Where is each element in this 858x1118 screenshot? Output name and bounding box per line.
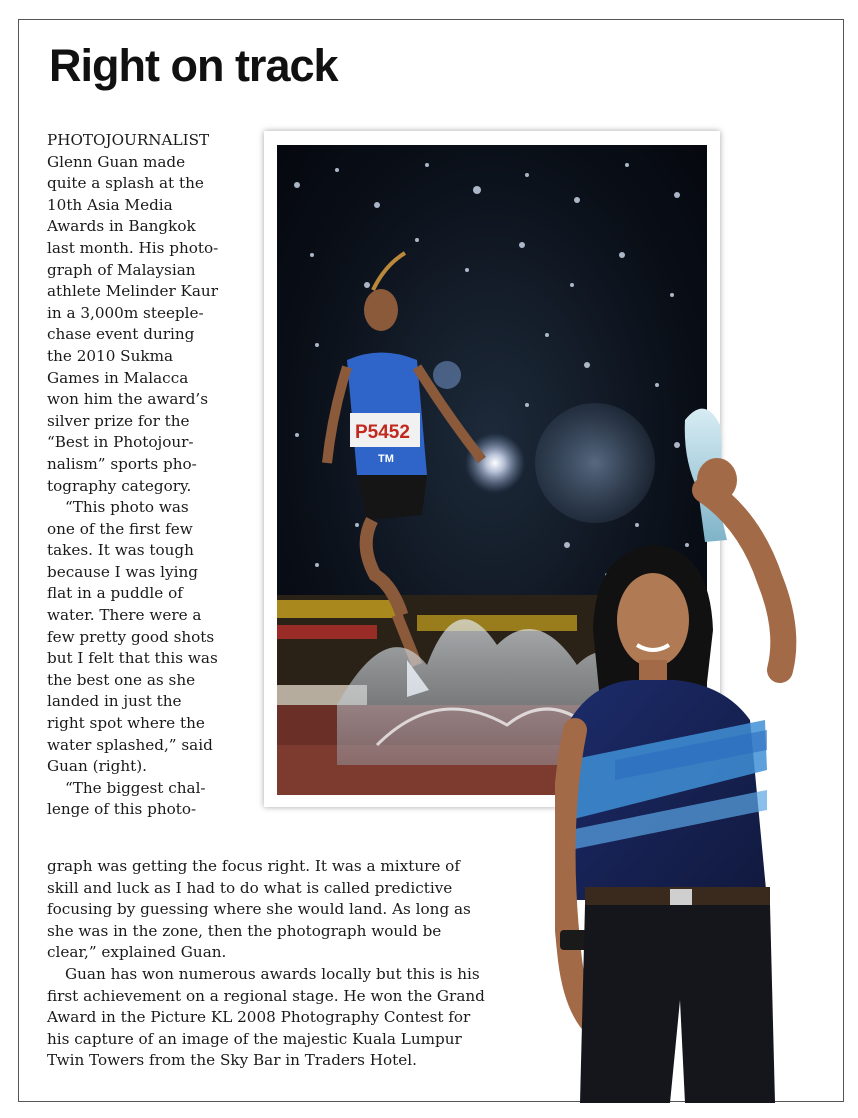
column-line: nalism” sports pho- — [47, 454, 197, 473]
column-line: Games in Malacca — [47, 368, 189, 387]
column-line: Awards in Bangkok — [47, 217, 196, 236]
wide-line: his capture of an image of the majestic Kuala Lumpur — [47, 1029, 462, 1048]
column-line: quite a splash at the — [47, 174, 204, 193]
column-line: chase event during — [47, 325, 195, 344]
column-line: right spot where the — [47, 714, 205, 733]
column-line: flat in a puddle of — [47, 584, 183, 603]
column-line: “This photo was — [65, 498, 189, 517]
column-line: PHOTOJOURNALIST — [47, 131, 210, 149]
column-line: lenge of this photo- — [47, 800, 197, 819]
wide-line: she was in the zone, then the photograph would be — [47, 921, 442, 940]
wide-line: focusing by guessing where she would land. As long as — [47, 900, 471, 919]
wide-line: first achievement on a regional stage. He won the Grand — [47, 986, 485, 1005]
column-line: won him the award’s — [47, 390, 209, 409]
wide-line: Twin Towers from the Sky Bar in Traders Hotel. — [47, 1051, 417, 1070]
wide-line: clear,” explained Guan. — [47, 943, 227, 962]
column-line: athlete Melinder Kaur — [47, 282, 218, 301]
column-line: the best one as she — [47, 670, 196, 689]
column-line: 10th Asia Media — [47, 195, 173, 214]
column-line: one of the first few — [47, 519, 193, 538]
column-line: tography category. — [47, 476, 192, 495]
column-line: takes. It was tough — [47, 541, 194, 560]
bib-number: P5452 — [355, 422, 410, 443]
column-line: the 2010 Sukma — [47, 346, 174, 365]
column-line: landed in just the — [47, 692, 182, 711]
column-line: silver prize for the — [47, 411, 190, 430]
article-column — [47, 130, 262, 821]
column-line: Glenn Guan made — [47, 152, 186, 171]
column-line: water splashed,” said — [47, 735, 213, 754]
photographer-portrait — [555, 400, 835, 1103]
headline: Right on track — [49, 40, 338, 91]
wide-line: Guan has won numerous awards locally but this is his — [65, 964, 480, 983]
wide-line: skill and luck as I had to do what is called predictive — [47, 878, 453, 897]
column-line: but I felt that this was — [47, 649, 218, 668]
column-line: few pretty good shots — [47, 627, 215, 646]
column-line: last month. His photo- — [47, 238, 219, 257]
column-line: water. There were a — [47, 606, 202, 625]
bib-team: TM — [378, 453, 394, 465]
column-line: “The biggest chal- — [65, 778, 206, 797]
column-line: graph of Malaysian — [47, 260, 196, 279]
column-line: in a 3,000m steeple- — [47, 303, 204, 322]
column-line: because I was lying — [47, 562, 198, 581]
column-line: “Best in Photojour- — [47, 433, 194, 452]
column-line: Guan (right). — [47, 757, 147, 776]
wide-line: graph was getting the focus right. It was a mixture of — [47, 857, 460, 875]
photographer-image — [555, 400, 835, 1103]
wide-line: Award in the Picture KL 2008 Photography Contest for — [47, 1008, 471, 1027]
article-wide-text — [47, 856, 547, 1072]
